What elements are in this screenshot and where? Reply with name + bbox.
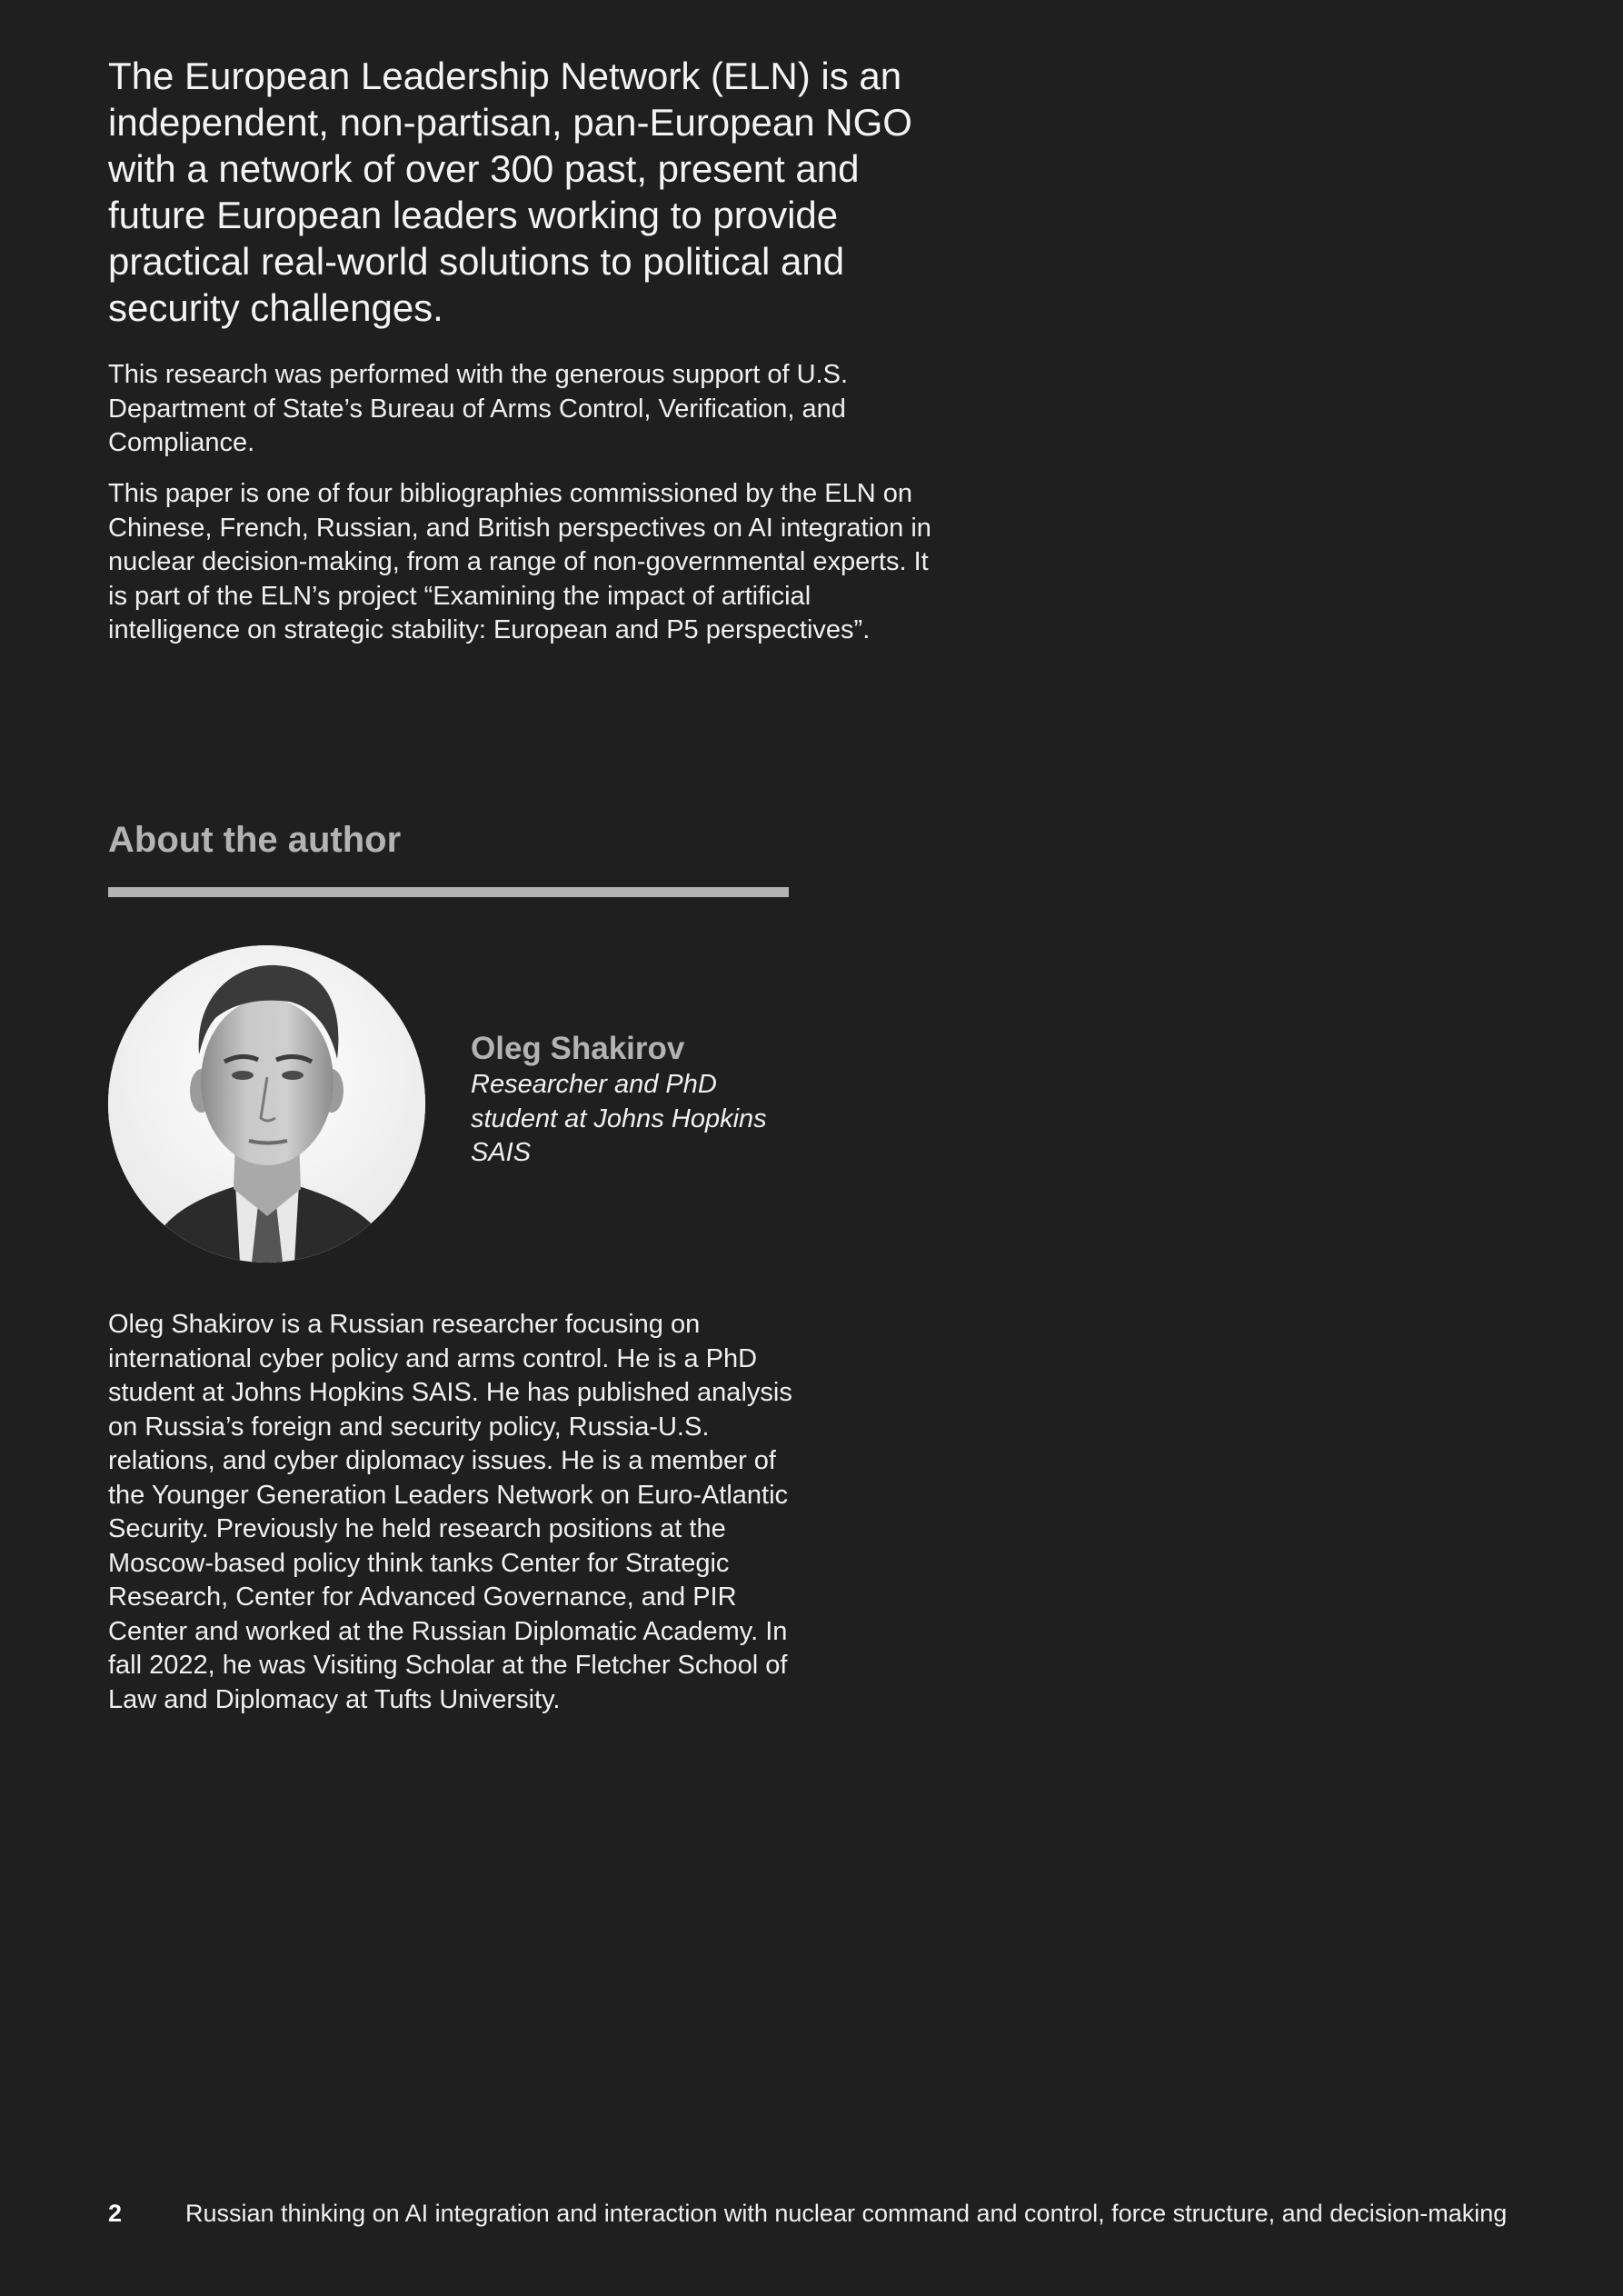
running-footer-title: Russian thinking on AI integration and interaction with nuclear command and control, force structure, and decision-making	[185, 2200, 1508, 2227]
support-paragraph: This research was performed with the generous support of U.S. Department of State’s Bureau of Arms Control, Verification, and Compliance.	[108, 360, 848, 457]
author-portrait-icon	[108, 945, 425, 1263]
bibliography-paragraph: This paper is one of four bibliographies commissioned by the ELN on Chinese, French, Russian, and British perspectives on AI integration in nuclear decision-making, from a range of non-governmental experts. It is part of the ELN’s project “Examining the impact of artificial intelligence on strategic stability: European and P5 perspectives”.	[108, 479, 931, 644]
about-author-heading: About the author	[108, 820, 402, 860]
intro-statement: The European Leadership Network (ELN) is an independent, non-partisan, pan-European NGO with a network of over 300 past, present and future European leaders working to provide practical real-world solutions to political and security challenges.	[108, 55, 912, 329]
author-photo	[108, 945, 425, 1263]
author-role: Researcher and PhD student at Johns Hopkins SAIS	[471, 1070, 767, 1167]
section-divider	[108, 887, 789, 897]
author-bio: Oleg Shakirov is a Russian researcher focusing on international cyber policy and arms control. He is a PhD student at Johns Hopkins SAIS. He has published analysis on Russia’s foreign and security policy, Russia-U.S. relations, and cyber diplomacy issues. He is a member of the Younger Generation Leaders Network on Euro-Atlantic Security. Previously he held research positions at the Moscow-based policy think tanks Center for Strategic Research, Center for Advanced Governance, and PIR Center and worked at the Russian Diplomatic Academy. In fall 2022, he was Visiting Scholar at the Fletcher School of Law and Diplomacy at Tufts University.	[108, 1310, 792, 1714]
page-number: 2	[108, 2200, 123, 2227]
author-name: Oleg Shakirov	[471, 1031, 685, 1066]
